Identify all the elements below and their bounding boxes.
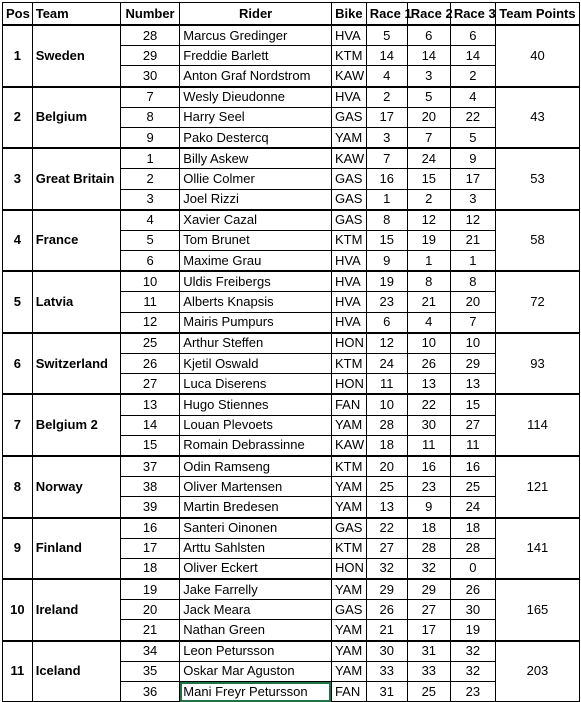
bike-cell[interactable]: KAW [331, 148, 366, 169]
team-name-cell[interactable]: Ireland [32, 579, 120, 641]
rider-name-cell[interactable]: Anton Graf Nordstrom [180, 66, 332, 87]
race-3-cell[interactable]: 0 [450, 558, 495, 579]
rider-number-cell[interactable]: 7 [120, 87, 179, 108]
team-pos-cell[interactable]: 4 [3, 210, 33, 272]
team-pos-cell[interactable]: 2 [3, 87, 33, 149]
race-1-cell[interactable]: 20 [366, 456, 407, 477]
race-2-cell[interactable]: 28 [407, 538, 450, 558]
rider-number-cell[interactable]: 34 [120, 641, 179, 662]
header-number[interactable]: Number [120, 3, 179, 26]
race-3-cell[interactable]: 9 [450, 148, 495, 169]
table-row [3, 456, 580, 477]
team-points-cell[interactable]: 141 [495, 518, 579, 580]
team-points-cell[interactable]: 93 [495, 333, 579, 395]
rider-name-cell[interactable]: Romain Debrassinne [180, 435, 332, 456]
bike-cell[interactable]: YAM [331, 641, 366, 662]
bike-cell[interactable]: HVA [331, 292, 366, 312]
rider-number-cell[interactable]: 18 [120, 558, 179, 579]
rider-name-cell[interactable]: Oliver Martensen [180, 477, 332, 497]
rider-number-cell[interactable]: 39 [120, 497, 179, 518]
race-3-cell[interactable]: 27 [450, 415, 495, 435]
rider-name-cell[interactable]: Ollie Colmer [180, 169, 332, 189]
race-3-cell[interactable]: 30 [450, 600, 495, 620]
race-1-cell[interactable]: 30 [366, 641, 407, 662]
header-race-3[interactable]: Race 3 [450, 3, 495, 26]
race-1-cell[interactable]: 3 [366, 127, 407, 148]
race-1-cell[interactable]: 10 [366, 394, 407, 415]
race-3-cell[interactable]: 20 [450, 292, 495, 312]
team-points-cell[interactable]: 121 [495, 456, 579, 518]
race-1-cell[interactable]: 27 [366, 538, 407, 558]
rider-name-cell[interactable]: Alberts Knapsis [180, 292, 332, 312]
rider-number-cell[interactable]: 16 [120, 518, 179, 539]
race-1-cell[interactable]: 23 [366, 292, 407, 312]
race-1-cell[interactable]: 4 [366, 66, 407, 87]
rider-number-cell[interactable]: 35 [120, 661, 179, 681]
rider-number-cell[interactable]: 30 [120, 66, 179, 87]
team-points-cell[interactable]: 165 [495, 579, 579, 641]
race-1-cell[interactable]: 17 [366, 107, 407, 127]
race-2-cell[interactable]: 31 [407, 641, 450, 662]
rider-number-cell[interactable]: 38 [120, 477, 179, 497]
rider-number-cell[interactable]: 11 [120, 292, 179, 312]
bike-cell[interactable]: GAS [331, 189, 366, 210]
race-2-cell[interactable]: 7 [407, 127, 450, 148]
bike-cell[interactable]: GAS [331, 169, 366, 189]
rider-name-cell[interactable]: Jack Meara [180, 600, 332, 620]
rider-number-cell[interactable]: 14 [120, 415, 179, 435]
rider-name-cell[interactable]: Hugo Stiennes [180, 394, 332, 415]
rider-number-cell[interactable]: 4 [120, 210, 179, 231]
bike-cell[interactable]: KTM [331, 456, 366, 477]
race-2-cell[interactable]: 16 [407, 456, 450, 477]
rider-name-cell[interactable]: Xavier Cazal [180, 210, 332, 231]
rider-name-cell[interactable]: Arthur Steffen [180, 333, 332, 354]
race-2-cell[interactable]: 4 [407, 312, 450, 333]
race-2-cell[interactable]: 25 [407, 682, 450, 702]
team-points-cell[interactable]: 40 [495, 25, 579, 87]
table-row [3, 518, 580, 539]
header-bike[interactable]: Bike [331, 3, 366, 26]
team-points-cell[interactable]: 114 [495, 394, 579, 456]
rider-name-cell[interactable]: Oskar Mar Aguston [180, 661, 332, 681]
race-3-cell[interactable]: 16 [450, 456, 495, 477]
team-pos-cell[interactable]: 9 [3, 518, 33, 580]
table-row [3, 148, 580, 169]
rider-name-cell[interactable]: Nathan Green [180, 620, 332, 641]
header-race-2[interactable]: Race 2 [407, 3, 450, 26]
race-1-cell[interactable]: 9 [366, 251, 407, 272]
rider-number-cell[interactable]: 8 [120, 107, 179, 127]
race-1-cell[interactable]: 32 [366, 558, 407, 579]
race-2-cell[interactable]: 2 [407, 189, 450, 210]
rider-number-cell[interactable]: 29 [120, 46, 179, 66]
bike-cell[interactable]: YAM [331, 661, 366, 681]
header-team-points[interactable]: Team Points [495, 3, 579, 26]
rider-number-cell[interactable]: 28 [120, 25, 179, 46]
race-1-cell[interactable]: 25 [366, 477, 407, 497]
results-body [3, 25, 580, 702]
race-3-cell[interactable]: 1 [450, 251, 495, 272]
race-2-cell[interactable]: 33 [407, 661, 450, 681]
team-pos-cell[interactable]: 6 [3, 333, 33, 395]
race-3-cell[interactable]: 22 [450, 107, 495, 127]
bike-cell[interactable]: HVA [331, 271, 366, 292]
team-name-cell[interactable]: Belgium 2 [32, 394, 120, 456]
team-pos-cell[interactable]: 11 [3, 641, 33, 702]
header-race-1[interactable]: Race 1 [366, 3, 407, 26]
race-1-cell[interactable]: 26 [366, 600, 407, 620]
rider-name-cell[interactable]: Luca Diserens [180, 374, 332, 395]
rider-name-cell[interactable]: Uldis Freibergs [180, 271, 332, 292]
race-3-cell[interactable]: 15 [450, 394, 495, 415]
rider-name-cell[interactable]: Billy Askew [180, 148, 332, 169]
team-name-cell[interactable]: Finland [32, 518, 120, 580]
team-points-cell[interactable]: 53 [495, 148, 579, 210]
team-points-cell[interactable]: 203 [495, 641, 579, 702]
bike-cell[interactable]: HVA [331, 312, 366, 333]
race-2-cell[interactable]: 32 [407, 558, 450, 579]
bike-cell[interactable]: YAM [331, 497, 366, 518]
race-2-cell[interactable]: 26 [407, 354, 450, 374]
race-3-cell[interactable]: 6 [450, 25, 495, 46]
race-1-cell[interactable]: 7 [366, 148, 407, 169]
race-3-cell[interactable]: 13 [450, 374, 495, 395]
race-2-cell[interactable]: 11 [407, 435, 450, 456]
race-2-cell[interactable]: 24 [407, 148, 450, 169]
race-2-cell[interactable]: 14 [407, 46, 450, 66]
race-2-cell[interactable]: 17 [407, 620, 450, 641]
race-3-cell[interactable]: 21 [450, 230, 495, 250]
race-2-cell[interactable]: 23 [407, 477, 450, 497]
table-row [3, 210, 580, 231]
rider-name-cell[interactable]: Martin Bredesen [180, 497, 332, 518]
race-1-cell[interactable]: 11 [366, 374, 407, 395]
rider-name-cell[interactable]: Jake Farrelly [180, 579, 332, 600]
bike-cell[interactable]: HON [331, 374, 366, 395]
race-1-cell[interactable]: 19 [366, 271, 407, 292]
team-pos-cell[interactable]: 8 [3, 456, 33, 518]
rider-number-cell[interactable]: 9 [120, 127, 179, 148]
race-2-cell[interactable]: 1 [407, 251, 450, 272]
bike-cell[interactable]: HON [331, 558, 366, 579]
rider-number-cell[interactable]: 37 [120, 456, 179, 477]
bike-cell[interactable]: HVA [331, 251, 366, 272]
race-3-cell[interactable]: 8 [450, 271, 495, 292]
table-row [3, 641, 580, 662]
rider-number-cell[interactable]: 26 [120, 354, 179, 374]
race-2-cell[interactable]: 8 [407, 271, 450, 292]
race-2-cell[interactable]: 12 [407, 210, 450, 231]
bike-cell[interactable]: YAM [331, 477, 366, 497]
rider-name-cell[interactable]: Mani Freyr Petursson [180, 682, 332, 702]
race-1-cell[interactable]: 16 [366, 169, 407, 189]
rider-name-cell[interactable]: Louan Plevoets [180, 415, 332, 435]
race-3-cell[interactable]: 23 [450, 682, 495, 702]
race-3-cell[interactable]: 29 [450, 354, 495, 374]
race-1-cell[interactable]: 21 [366, 620, 407, 641]
race-3-cell[interactable]: 17 [450, 169, 495, 189]
header-team[interactable]: Team [32, 3, 120, 26]
race-1-cell[interactable]: 28 [366, 415, 407, 435]
bike-cell[interactable]: KTM [331, 46, 366, 66]
rider-number-cell[interactable]: 19 [120, 579, 179, 600]
rider-number-cell[interactable]: 36 [120, 682, 179, 702]
rider-number-cell[interactable]: 25 [120, 333, 179, 354]
race-1-cell[interactable]: 6 [366, 312, 407, 333]
race-1-cell[interactable]: 31 [366, 682, 407, 702]
race-2-cell[interactable]: 15 [407, 169, 450, 189]
race-1-cell[interactable]: 1 [366, 189, 407, 210]
race-3-cell[interactable]: 18 [450, 518, 495, 539]
race-1-cell[interactable]: 13 [366, 497, 407, 518]
race-2-cell[interactable]: 9 [407, 497, 450, 518]
team-pos-cell[interactable]: 1 [3, 25, 33, 87]
bike-cell[interactable]: FAN [331, 682, 366, 702]
bike-cell[interactable]: GAS [331, 210, 366, 231]
rider-name-cell[interactable]: Joel Rizzi [180, 189, 332, 210]
rider-number-cell[interactable]: 5 [120, 230, 179, 250]
rider-name-cell[interactable]: Mairis Pumpurs [180, 312, 332, 333]
race-1-cell[interactable]: 8 [366, 210, 407, 231]
race-1-cell[interactable]: 12 [366, 333, 407, 354]
rider-name-cell[interactable]: Kjetil Oswald [180, 354, 332, 374]
rider-number-cell[interactable]: 21 [120, 620, 179, 641]
team-pos-cell[interactable]: 3 [3, 148, 33, 210]
race-3-cell[interactable]: 32 [450, 661, 495, 681]
rider-number-cell[interactable]: 6 [120, 251, 179, 272]
bike-cell[interactable]: FAN [331, 394, 366, 415]
race-2-cell[interactable]: 21 [407, 292, 450, 312]
rider-number-cell[interactable]: 3 [120, 189, 179, 210]
race-2-cell[interactable]: 13 [407, 374, 450, 395]
race-1-cell[interactable]: 22 [366, 518, 407, 539]
race-1-cell[interactable]: 2 [366, 87, 407, 108]
rider-name-cell[interactable]: Freddie Barlett [180, 46, 332, 66]
race-2-cell[interactable]: 3 [407, 66, 450, 87]
race-2-cell[interactable]: 20 [407, 107, 450, 127]
race-1-cell[interactable]: 29 [366, 579, 407, 600]
rider-name-cell[interactable]: Wesly Dieudonne [180, 87, 332, 108]
race-3-cell[interactable]: 2 [450, 66, 495, 87]
rider-number-cell[interactable]: 27 [120, 374, 179, 395]
team-name-cell[interactable]: France [32, 210, 120, 272]
race-2-cell[interactable]: 19 [407, 230, 450, 250]
rider-name-cell[interactable]: Pako Destercq [180, 127, 332, 148]
team-pos-cell[interactable]: 5 [3, 271, 33, 333]
team-name-cell[interactable]: Norway [32, 456, 120, 518]
race-3-cell[interactable]: 19 [450, 620, 495, 641]
race-2-cell[interactable]: 30 [407, 415, 450, 435]
team-pos-cell[interactable]: 7 [3, 394, 33, 456]
rider-number-cell[interactable]: 17 [120, 538, 179, 558]
bike-cell[interactable]: KAW [331, 66, 366, 87]
race-3-cell[interactable]: 28 [450, 538, 495, 558]
bike-cell[interactable]: HON [331, 333, 366, 354]
rider-name-cell[interactable]: Marcus Gredinger [180, 25, 332, 46]
team-pos-cell[interactable]: 10 [3, 579, 33, 641]
race-3-cell[interactable]: 7 [450, 312, 495, 333]
header-row [3, 3, 580, 26]
race-2-cell[interactable]: 29 [407, 579, 450, 600]
team-points-cell[interactable]: 72 [495, 271, 579, 333]
race-3-cell[interactable]: 12 [450, 210, 495, 231]
race-1-cell[interactable]: 5 [366, 25, 407, 46]
rider-name-cell[interactable]: Tom Brunet [180, 230, 332, 250]
race-3-cell[interactable]: 24 [450, 497, 495, 518]
rider-number-cell[interactable]: 2 [120, 169, 179, 189]
bike-cell[interactable]: KTM [331, 230, 366, 250]
rider-name-cell[interactable]: Maxime Grau [180, 251, 332, 272]
race-1-cell[interactable]: 14 [366, 46, 407, 66]
table-row [3, 579, 580, 600]
race-2-cell[interactable]: 5 [407, 87, 450, 108]
race-1-cell[interactable]: 18 [366, 435, 407, 456]
race-1-cell[interactable]: 33 [366, 661, 407, 681]
team-name-cell[interactable]: Latvia [32, 271, 120, 333]
race-3-cell[interactable]: 3 [450, 189, 495, 210]
team-points-cell[interactable]: 43 [495, 87, 579, 149]
rider-number-cell[interactable]: 13 [120, 394, 179, 415]
header-rider[interactable]: Rider [180, 3, 332, 26]
race-3-cell[interactable]: 4 [450, 87, 495, 108]
rider-name-cell[interactable]: Odin Ramseng [180, 456, 332, 477]
team-name-cell[interactable]: Great Britain [32, 148, 120, 210]
table-row [3, 271, 580, 292]
bike-cell[interactable]: YAM [331, 620, 366, 641]
rider-number-cell[interactable]: 20 [120, 600, 179, 620]
team-name-cell[interactable]: Switzerland [32, 333, 120, 395]
header-pos[interactable]: Pos [3, 3, 33, 26]
rider-name-cell[interactable]: Santeri Oinonen [180, 518, 332, 539]
team-name-cell[interactable]: Sweden [32, 25, 120, 87]
bike-cell[interactable]: KTM [331, 538, 366, 558]
race-2-cell[interactable]: 27 [407, 600, 450, 620]
race-1-cell[interactable]: 15 [366, 230, 407, 250]
rider-name-cell[interactable]: Leon Petursson [180, 641, 332, 662]
team-name-cell[interactable]: Iceland [32, 641, 120, 702]
race-2-cell[interactable]: 18 [407, 518, 450, 539]
bike-cell[interactable]: GAS [331, 600, 366, 620]
table-row [3, 87, 580, 108]
bike-cell[interactable]: YAM [331, 127, 366, 148]
rider-number-cell[interactable]: 15 [120, 435, 179, 456]
rider-name-cell[interactable]: Arttu Sahlsten [180, 538, 332, 558]
race-1-cell[interactable]: 24 [366, 354, 407, 374]
rider-name-cell[interactable]: Harry Seel [180, 107, 332, 127]
rider-name-cell[interactable]: Oliver Eckert [180, 558, 332, 579]
rider-number-cell[interactable]: 10 [120, 271, 179, 292]
bike-cell[interactable]: HVA [331, 87, 366, 108]
race-3-cell[interactable]: 5 [450, 127, 495, 148]
bike-cell[interactable]: GAS [331, 107, 366, 127]
rider-number-cell[interactable]: 1 [120, 148, 179, 169]
bike-cell[interactable]: KAW [331, 435, 366, 456]
bike-cell[interactable]: KTM [331, 354, 366, 374]
race-2-cell[interactable]: 10 [407, 333, 450, 354]
race-2-cell[interactable]: 22 [407, 394, 450, 415]
bike-cell[interactable]: HVA [331, 25, 366, 46]
team-name-cell[interactable]: Belgium [32, 87, 120, 149]
race-3-cell[interactable]: 14 [450, 46, 495, 66]
table-row [3, 25, 580, 46]
rider-number-cell[interactable]: 12 [120, 312, 179, 333]
team-points-cell[interactable]: 58 [495, 210, 579, 272]
race-2-cell[interactable]: 6 [407, 25, 450, 46]
race-3-cell[interactable]: 10 [450, 333, 495, 354]
table-row [3, 333, 580, 354]
race-3-cell[interactable]: 26 [450, 579, 495, 600]
results-table [2, 2, 580, 702]
bike-cell[interactable]: YAM [331, 415, 366, 435]
bike-cell[interactable]: GAS [331, 518, 366, 539]
race-3-cell[interactable]: 11 [450, 435, 495, 456]
race-3-cell[interactable]: 32 [450, 641, 495, 662]
race-3-cell[interactable]: 25 [450, 477, 495, 497]
bike-cell[interactable]: YAM [331, 579, 366, 600]
table-row [3, 394, 580, 415]
